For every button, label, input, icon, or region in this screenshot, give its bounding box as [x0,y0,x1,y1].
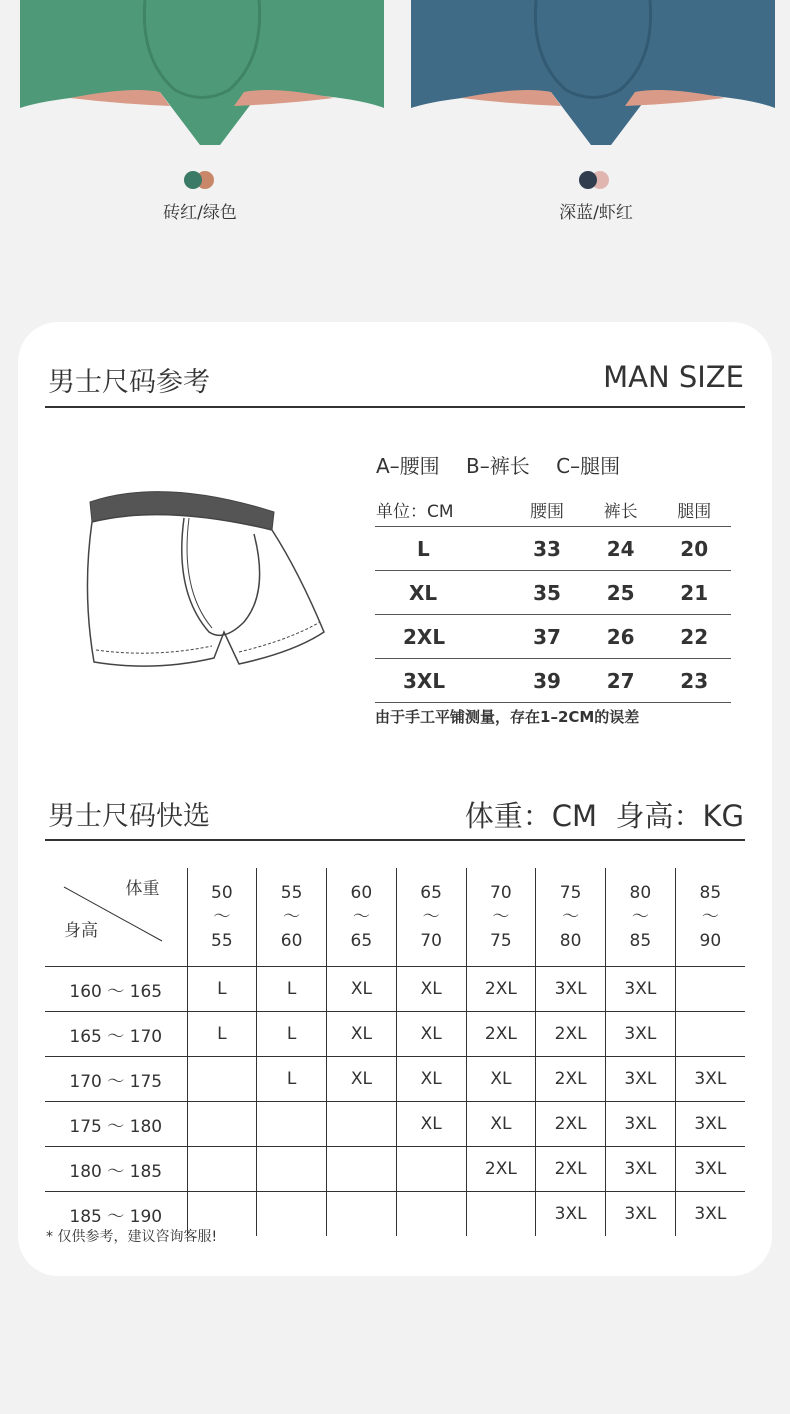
table-row [375,527,731,571]
size-cell: 2XL [536,1012,606,1057]
size-cell: 24 [584,527,658,571]
weight-col-part: 75 [490,931,512,951]
weight-col-part: 60 [350,883,373,903]
weight-col-part: 85 [699,883,722,903]
weight-col-header [396,868,466,967]
weight-col-part: ～ [283,907,301,927]
weight-col-header [536,868,606,967]
size-cell: 26 [584,615,658,659]
height-range: 185 ～ 190 [69,1206,163,1227]
weight-col-part: 65 [420,883,442,903]
measurement-legend [376,450,640,479]
weight-col-header [675,868,745,967]
weight-col-header [327,868,397,967]
size-cell [187,1102,257,1147]
size-table [375,492,731,703]
size-cell: XL [466,1102,536,1147]
size-cell: 23 [657,659,731,703]
size-cell [327,1147,397,1192]
size-cell: 35 [510,571,584,615]
weight-col-part: ～ [631,907,649,927]
size-cell [257,1102,327,1147]
size-cell [396,1147,466,1192]
divider [45,406,745,408]
corner-weight-label: 体重 [125,879,160,899]
weight-col-part: ～ [562,907,580,927]
size-cell [675,967,745,1012]
size-cell: 22 [657,615,731,659]
size-cell: 3XL [375,659,510,703]
weight-col-part: 90 [699,931,722,951]
weight-col-part: ～ [422,907,440,927]
size-cell [187,1147,257,1192]
corner-header [45,868,187,967]
man-size-title-en: MAN SIZE [603,360,744,394]
size-cell: 3XL [606,967,676,1012]
size-cell: 3XL [675,1102,745,1147]
size-cell: 3XL [606,1012,676,1057]
size-cell [327,1102,397,1147]
size-header-waist: 腰围 [510,492,584,527]
size-cell: XL [466,1057,536,1102]
size-cell: XL [327,1012,397,1057]
height-range: 180 ～ 185 [45,1147,187,1192]
height-range: 175 ～ 180 [45,1102,187,1147]
size-cell: 3XL [606,1102,676,1147]
size-quick-table [45,868,745,1236]
table-row [375,659,731,703]
weight-col-part: 70 [420,931,442,951]
size-cell: 39 [510,659,584,703]
colorway-caption-1: 砖红/绿色 [163,203,237,223]
height-range: 165 ～ 170 [45,1012,187,1057]
height-range: 160 ～ 165 [45,967,187,1012]
weight-col-part: 50 [211,883,233,903]
size-cell: XL [375,571,510,615]
size-cell: 37 [510,615,584,659]
table-row [45,1057,745,1102]
size-cell [466,1192,536,1237]
size-cell: L [257,1012,327,1057]
size-header-length: 裤长 [584,492,658,527]
size-cell [257,1192,327,1237]
size-cell: 2XL [466,1012,536,1057]
size-cell: 3XL [536,1192,606,1237]
weight-col-part: ～ [492,907,510,927]
weight-col-part: ～ [701,907,719,927]
quick-select-title: 男士尺码快选 [48,801,210,832]
size-cell: XL [327,1057,397,1102]
size-header-unit: 单位：CM [375,492,510,527]
measurement-note: 由于手工平铺测量，存在1–2CM的误差 [375,708,640,726]
weight-col-part: 80 [629,883,652,903]
weight-col-part: 55 [280,883,303,903]
legend-a: A–腰围 [376,454,440,478]
size-cell: 21 [657,571,731,615]
table-row [45,1147,745,1192]
blue-product-image [411,0,775,150]
table-row [45,967,745,1012]
weight-col-part: ～ [213,907,231,927]
weight-col-part: 60 [280,931,303,951]
size-cell: 3XL [536,967,606,1012]
size-cell [257,1147,327,1192]
quick-select-units: 体重：CM 身高：KG [464,799,744,833]
weight-col-header [466,868,536,967]
size-cell: XL [396,1012,466,1057]
legend-b: B–裤长 [466,454,530,478]
size-header-leg: 腿围 [657,492,731,527]
size-cell: 2XL [466,967,536,1012]
corner-height-label: 身高 [64,921,98,941]
size-cell: 3XL [675,1147,745,1192]
color-dot-navy [579,171,597,189]
size-cell [187,1057,257,1102]
weight-col-header [187,868,257,967]
color-dot-green [184,171,202,189]
weight-col-header [257,868,327,967]
weight-col-part: ～ [352,907,370,927]
size-cell: 3XL [675,1057,745,1102]
man-size-title: 男士尺码参考 [48,367,210,398]
size-cell: 3XL [606,1147,676,1192]
size-cell: XL [396,1102,466,1147]
size-cell: 2XL [536,1147,606,1192]
size-cell: L [187,1012,257,1057]
size-cell: XL [396,1057,466,1102]
size-cell: XL [396,967,466,1012]
size-cell: L [257,967,327,1012]
size-cell: 25 [584,571,658,615]
size-cell: L [257,1057,327,1102]
size-cell: 3XL [606,1192,676,1237]
table-row [375,615,731,659]
weight-col-part: 85 [629,931,652,951]
legend-c: C–腿围 [556,454,621,478]
size-cell [396,1192,466,1237]
weight-col-part: 80 [559,931,582,951]
boxer-diagram-icon [74,482,330,682]
weight-col-part: 65 [350,931,373,951]
diagonal-line-icon [46,869,188,965]
size-cell [675,1012,745,1057]
weight-col-part: 70 [490,883,512,903]
green-product-image [20,0,384,150]
weight-col-header [606,868,676,967]
size-cell: 33 [510,527,584,571]
table-row [375,571,731,615]
size-cell: 20 [657,527,731,571]
weight-col-part: 55 [211,931,233,951]
colorway-caption-2: 深蓝/虾红 [559,203,633,223]
size-cell: XL [327,967,397,1012]
size-cell: L [375,527,510,571]
size-cell: 27 [584,659,658,703]
divider [45,839,745,841]
table-row [45,1012,745,1057]
size-cell: 2XL [466,1147,536,1192]
size-cell: 3XL [675,1192,745,1237]
size-cell: 3XL [606,1057,676,1102]
height-range: 170 ～ 175 [45,1057,187,1102]
size-cell: 2XL [536,1102,606,1147]
size-card [18,322,772,1276]
size-cell: 2XL [536,1057,606,1102]
size-cell [327,1192,397,1237]
table-row [45,1102,745,1147]
footnote: * 仅供参考，建议咨询客服! [46,1229,218,1245]
weight-col-part: 75 [559,883,582,903]
size-cell: L [187,967,257,1012]
size-cell: 2XL [375,615,510,659]
